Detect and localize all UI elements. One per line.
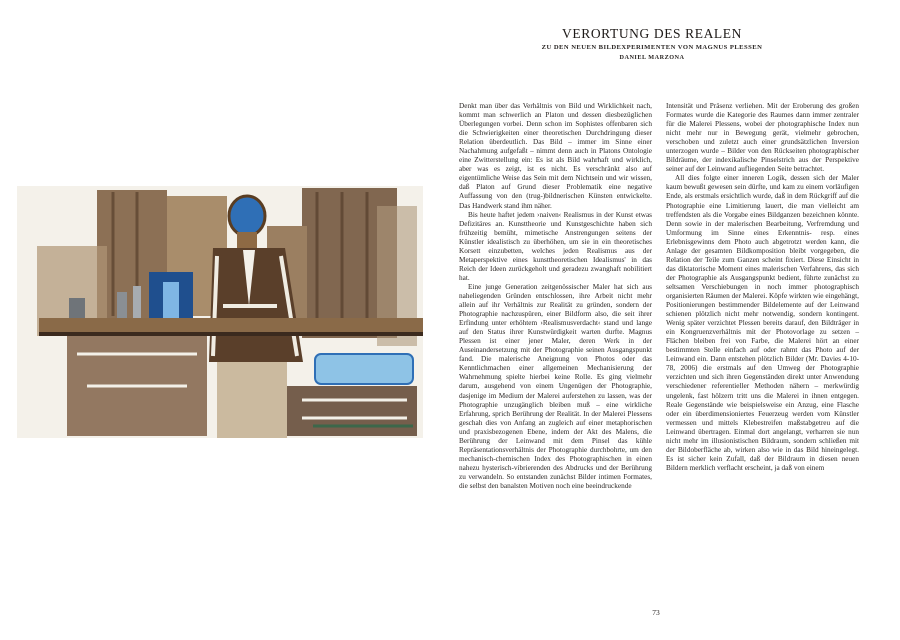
text-column-right [666,102,859,473]
right-page [450,0,900,640]
article-subtitle: ZU DEN NEUEN BILDEXPERIMENTEN VON MAGNUS PLESSEN [541,44,763,51]
paragraph: All dies folgte einer inneren Logik, dessen sich der Maler kaum bewußt gewesen sein dürfte, und kam zu einem vorläufigen Ende, als erstmals ersichtlich wurde, daß in dem Rückgriff auf die Photographie eine Limitierung lauert, die man vielleicht am treffendsten als die Vorgabe eines Bildganzen bezeichnen könnte. Denn sowie in der malerischen Bearbeitung, Verfremdung und Umformung im Sinne eines Erkenntnis- resp. eines Erlebnisgewinns dem Photo auch abgetrotzt werden kann, die Anlage der gesamten Bildkomposition bleibt vorgegeben, die Relation der Teile zum Ganzen scheint fixiert. Diese Einsicht in das diktatorische Moment eines malerischen Verfahrens, das sich der Photographie als Ausgangspunkt bedient, führte zunächst zu seltsamen Verschiebungen in noch immer photographisch organisierten Räumen der Malerei. Köpfe wirkten wie eingehängt, Positionierungen bestimmender Bildelemente auf der Leinwand schienen plötzlich nicht mehr notwendig, sondern kontingent. Wenig später verzichtet Plessen bereits darauf, den Bildträger in ein Kongruenzverhältnis mit der Photovorlage zu setzen – Flächen bleiben frei von Farbe, die Malerei hört an einer bestimmten Stelle einfach auf oder rahmt das Photo auf der Leinwand ein. Dann entstehen plötzlich Bilder (Mr. Davies 4-10-78, 2006) die erstmals auf den Umweg der Photographie verzichten und sich ihren Gegenständen direkt unter Anwendung verschiedener referentieller Methoden nähern – merkwürdig ungelenk, fast hölzern tritt uns die Malerei in ihnen entgegen. Reale Gegenstände wie beispielsweise ein Anzug, eine Flasche oder ein überdimensioniertes Feuerzeug werden vom Künstler vermessen und mittels Klebestreifen maßstabgetreu auf die Leinwand übertragen. Einmal dort angelangt, verharren sie nun nicht mehr im illusionistischen Bildraum, sondern schließen mit der Bildoberfläche ab, wirken also wie in das Bild hineingelegt. Es ist sicher kein Zufall, daß der Bildraum in diesen neuen Bildern merklich verflacht erscheint, ja daß von einem [666,174,859,472]
article-author: DANIEL MARZONA [619,54,685,61]
text-column-left [459,102,652,491]
paragraph: Bis heute haftet jedem ›naiven‹ Realismus in der Kunst etwas Defizitäres an. Kunsttheorie und Kunstgeschichte haben sich frühzeitig bemüht, mimetische Anstrengungen seitens der Künstler idealistisch zu überhöhen, um sie in ein theoretisches Korsett einzubetten, welches jeden Realismus aus der Metaperspektive eines kunsttheoretischen Idealismus' in das Reich der Ideen zurückgeholt und geradezu zwanghaft nobilitiert hat. [459,210,652,282]
artwork-painting [17,186,423,438]
page-number: 73 [652,608,660,617]
paragraph: Eine junge Generation zeitgenössischer Maler hat sich aus naheliegenden Gründen entschlossen, ihre Arbeit nicht mehr allein auf ihr Verhältnis zur Realität zu gründen, sondern der Photographie nachzuspüren, einer Bildform also, die seit ihrer Erfindung unter erhöhtem ›Realismusverdacht‹ stand und lange auf den Status ihrer Kunstwürdigkeit warten durfte. Magnus Plessen ist einer jener Maler, deren Werk in der Auseinandersetzung mit der Photographie seinen Ausgangspunkt fand. Die malerische Aneignung von Photos oder das Kenntlichmachen einer allgemeinen Mechanisierung der Wahrnehmung spielte hierbei keine Rolle. Es ging vielmehr darum, ausgehend von einem Ungenügen der Photographie, dasjenige im Medium der Malerei auferstehen zu lassen, was der Photographie unzugänglich bleiben muß – eine wirkliche Erfahrung, sprich Berührung der Realität. In der Malerei Plessens geschah dies von Anfang an zugleich auf einer metaphorischen und praxisbezogenen Ebene, indem der Akt des Malens, die Berührung der Leinwand mit dem Pinsel das kühle Repräsentationsverhältnis der Photographie durchbohrte, um den mechanisch-chemischen Index des Photographischen in einen nahezu hysterisch-vibrierenden des Abdrucks und der Berührung zu verwandeln. So entstanden zunächst Bilder intimen Formates, die selbst den banalsten Motiven noch eine beeindruckende [459,282,652,490]
paragraph: Denkt man über das Verhältnis von Bild und Wirklichkeit nach, kommt man schwerlich an Platon und dessen diesbezüglichen Überlegungen vorbei. Denn schon im Sophistes offenbaren sich die Schwierigkeiten einer theoretischen Durchdringung dieser Relation überdeutlich. Das Bild – immer im Sinne einer Nachahmung aufgefaßt – nimmt denn auch in Platons Ontologie eine Zwitterstellung ein: Es ist als Bild wahrhaft und wirklich, aber was es zeigt, ist es nicht. Es verschränkt also auf eigentümliche Weise das Sein mit dem Nichtsein und wir wissen, daß Platon auf Grund dieser Problematik eine negative Auffassung von den (trug-)bildnerischen Künsten entwickelte. Das Handwerk stand ihm näher. [459,102,652,210]
paragraph: Intensität und Präsenz verliehen. Mit der Eroberung des großen Formates wurde die Kategorie des Raumes dann immer zentraler für die Malerei Plessens, wobei der photographische Index nun nicht mehr nur in Bewegung gerät, vielmehr gebrochen, verschoben und zuletzt auch einer grundsätzlichen Inversion unterzogen wurde – Bilder von den Rückseiten photographischer Bildräume, der indexikalische Pinselstrich aus der Perspektive seiner auf der Leinwand aufliegenden Seite betrachtet. [666,102,859,174]
article-title: VERORTUNG DES REALEN [562,26,742,41]
painting-figure-at-table-icon [17,186,423,438]
article-heading [482,26,822,61]
